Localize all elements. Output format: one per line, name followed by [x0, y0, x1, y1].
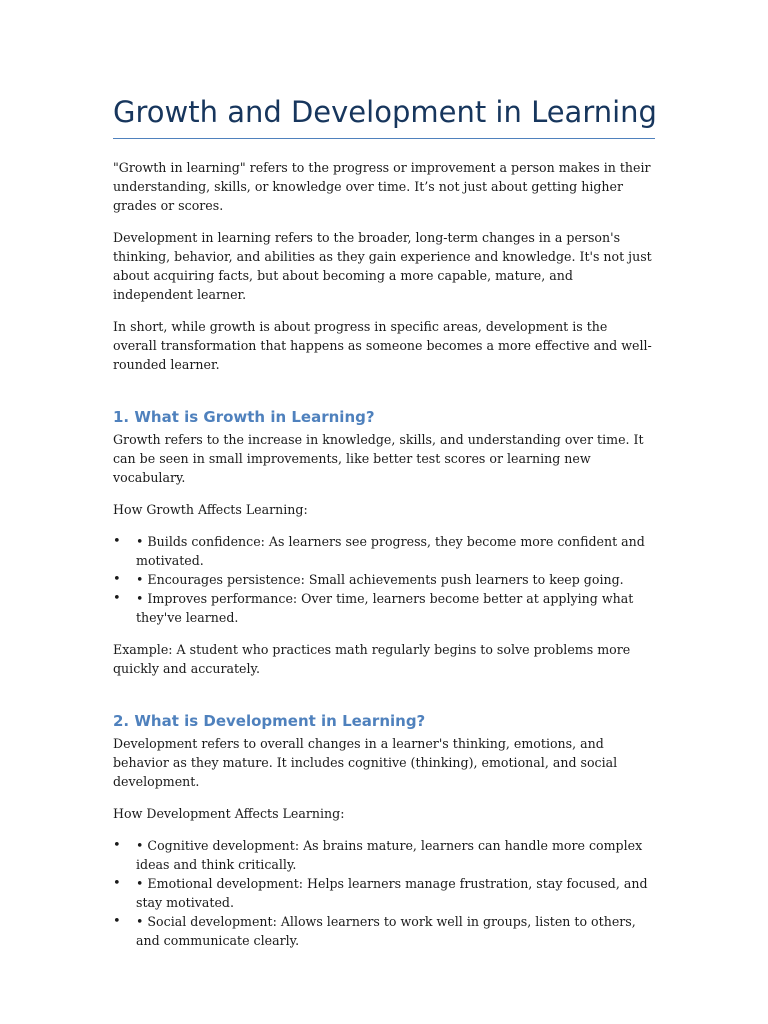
bullet-icon: • [113, 572, 121, 587]
intro-paragraph-growth: "Growth in learning" refers to the progress or improvement a person makes in their understanding, skills, or knowledge over time. It’s not just about getting higher grades or scores. [113, 160, 651, 213]
bullet-icon: • [113, 838, 121, 853]
list-item [113, 570, 655, 589]
list-item [113, 589, 655, 627]
bullet-icon: • [113, 876, 121, 891]
list-item-text: • Emotional development: Helps learners manage frustration, stay focused, and stay motivated. [136, 876, 648, 910]
list-item-text: • Encourages persistence: Small achievements push learners to keep going. [136, 572, 624, 587]
document-title: Growth and Development in Learning [113, 92, 655, 139]
development-effects-list [113, 836, 655, 950]
list-item-text: • Cognitive development: As brains mature, learners can handle more complex ideas and think critically. [136, 838, 643, 872]
intro-paragraph-summary: In short, while growth is about progress in specific areas, development is the overall transformation that happens as someone becomes a more effective and well-rounded learner. [113, 319, 652, 372]
list-item [113, 836, 655, 874]
list-item-text: • Improves performance: Over time, learners become better at applying what they've learned. [136, 591, 634, 625]
list-item [113, 912, 655, 950]
bullet-icon: • [113, 591, 121, 606]
list-item [113, 532, 655, 570]
list-item-text: • Builds confidence: As learners see progress, they become more confident and motivated. [136, 534, 645, 568]
bullet-icon: • [113, 534, 121, 549]
intro-paragraph-development: Development in learning refers to the broader, long-term changes in a person's thinking, behavior, and abilities as they gain experience and knowledge. It's not just about acquiring facts, but about becoming a more capable, mature, and independent learner. [113, 230, 652, 302]
list-item-text: • Social development: Allows learners to work well in groups, listen to others, and communicate clearly. [136, 914, 636, 948]
list-intro-development: How Development Affects Learning: [113, 806, 345, 821]
growth-effects-list [113, 532, 655, 627]
list-item [113, 874, 655, 912]
section-heading-development: 2. What is Development in Learning? [113, 712, 426, 730]
example-paragraph: Example: A student who practices math regularly begins to solve problems more quickly and accurately. [113, 642, 631, 676]
section-definition-growth: Growth refers to the increase in knowledge, skills, and understanding over time. It can be seen in small improvements, like better test scores or learning new vocabulary. [113, 432, 644, 485]
bullet-icon: • [113, 914, 121, 929]
list-intro-growth: How Growth Affects Learning: [113, 502, 308, 517]
document-page [113, 92, 655, 950]
section-definition-development: Development refers to overall changes in a learner's thinking, emotions, and behavior as they mature. It includes cognitive (thinking), emotional, and social development. [113, 736, 618, 789]
section-heading-growth: 1. What is Growth in Learning? [113, 408, 375, 426]
